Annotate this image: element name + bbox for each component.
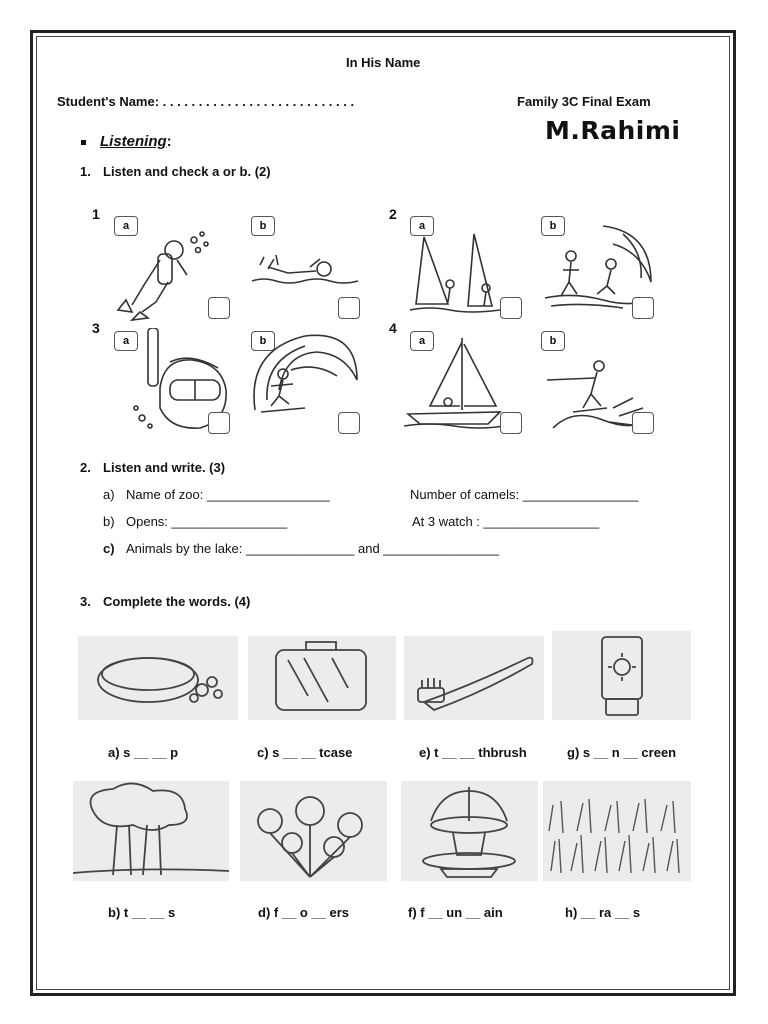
grass-picture (543, 781, 691, 881)
q3-word-g[interactable]: g) s __ n __ creen (567, 745, 677, 760)
q3-word-h[interactable]: h) __ ra __ s (565, 905, 641, 920)
q2-number: 2. (80, 460, 91, 475)
soap-bar-picture (78, 636, 238, 720)
q3-number: 3. (80, 594, 91, 609)
q1-group-2-b-checkbox[interactable] (632, 297, 654, 319)
q3-word-a[interactable]: a) s __ __ p (108, 745, 179, 760)
q1-group-3-b-checkbox[interactable] (338, 412, 360, 434)
page-title: In His Name (346, 55, 421, 70)
suitcase-picture (248, 636, 396, 720)
trees-picture (73, 781, 229, 881)
q1-group-4-a-checkbox[interactable] (500, 412, 522, 434)
q2-item-e-text[interactable]: At 3 watch : ________________ (412, 514, 600, 529)
q3-word-d[interactable]: d) f __ o __ ers (258, 905, 350, 920)
q1-group-3-number: 3 (92, 320, 100, 336)
toothbrush-picture (404, 636, 544, 720)
q1-group-1-a-checkbox[interactable] (208, 297, 230, 319)
exam-title: Family 3C Final Exam (517, 94, 651, 109)
q2-item-b-text[interactable]: Opens: ________________ (126, 514, 288, 529)
q1-group-1-number: 1 (92, 206, 100, 222)
q1-group-4-b-checkbox[interactable] (632, 412, 654, 434)
q3-word-f[interactable]: f) f __ un __ ain (408, 905, 503, 920)
q3-instruction: Complete the words. (4) (103, 594, 251, 609)
q1-group-2-number: 2 (389, 206, 397, 222)
q2-item-a-text[interactable]: Name of zoo: _________________ (126, 487, 330, 502)
q2-item-a-letter: a) (103, 487, 115, 502)
q1-group-4-option-a: a (410, 331, 434, 351)
q3-word-b[interactable]: b) t __ __ s (108, 905, 176, 920)
q1-group-2-option-b: b (541, 216, 565, 236)
fountain-picture (401, 781, 538, 881)
q2-item-b-letter: b) (103, 514, 115, 529)
sunscreen-picture (552, 631, 691, 720)
sailboat-picture (404, 334, 504, 429)
q3-word-c[interactable]: c) s __ __ tcase (257, 745, 353, 760)
q1-group-1-option-a: a (114, 216, 138, 236)
student-name-label: Student's Name: . . . . . . . . . . . . . . . . . . . . . . . . . . . (57, 94, 355, 109)
q2-item-c-letter: c) (103, 541, 115, 556)
q1-group-1-b-checkbox[interactable] (338, 297, 360, 319)
q1-number: 1. (80, 164, 91, 179)
q1-group-1-option-b: b (251, 216, 275, 236)
q2-item-d-text[interactable]: Number of camels: ________________ (410, 487, 639, 502)
scuba-diver-picture (112, 230, 222, 322)
windsurfers-picture (410, 232, 500, 317)
q3-word-e[interactable]: e) t __ __ thbrush (419, 745, 527, 760)
q1-instruction: Listen and check a or b. (2) (103, 164, 271, 179)
q2-item-c-text[interactable]: Animals by the lake: _______________ and ________________ (126, 541, 499, 556)
q1-group-2-a-checkbox[interactable] (500, 297, 522, 319)
q1-group-3-a-checkbox[interactable] (208, 412, 230, 434)
q1-group-4-option-b: b (541, 331, 565, 351)
q1-group-3-option-b: b (251, 331, 275, 351)
q1-group-4-number: 4 (389, 320, 397, 336)
swimmer-picture (248, 245, 363, 295)
surfer-big-wave-picture (245, 330, 360, 420)
teacher-signature: M.Rahimi (545, 116, 681, 145)
q2-instruction: Listen and write. (3) (103, 460, 226, 475)
q1-group-2-option-a: a (410, 216, 434, 236)
q1-group-3-option-a: a (114, 331, 138, 351)
flowers-picture (240, 781, 387, 881)
listening-heading: Listening: (81, 133, 172, 150)
bullet-icon (81, 140, 86, 145)
